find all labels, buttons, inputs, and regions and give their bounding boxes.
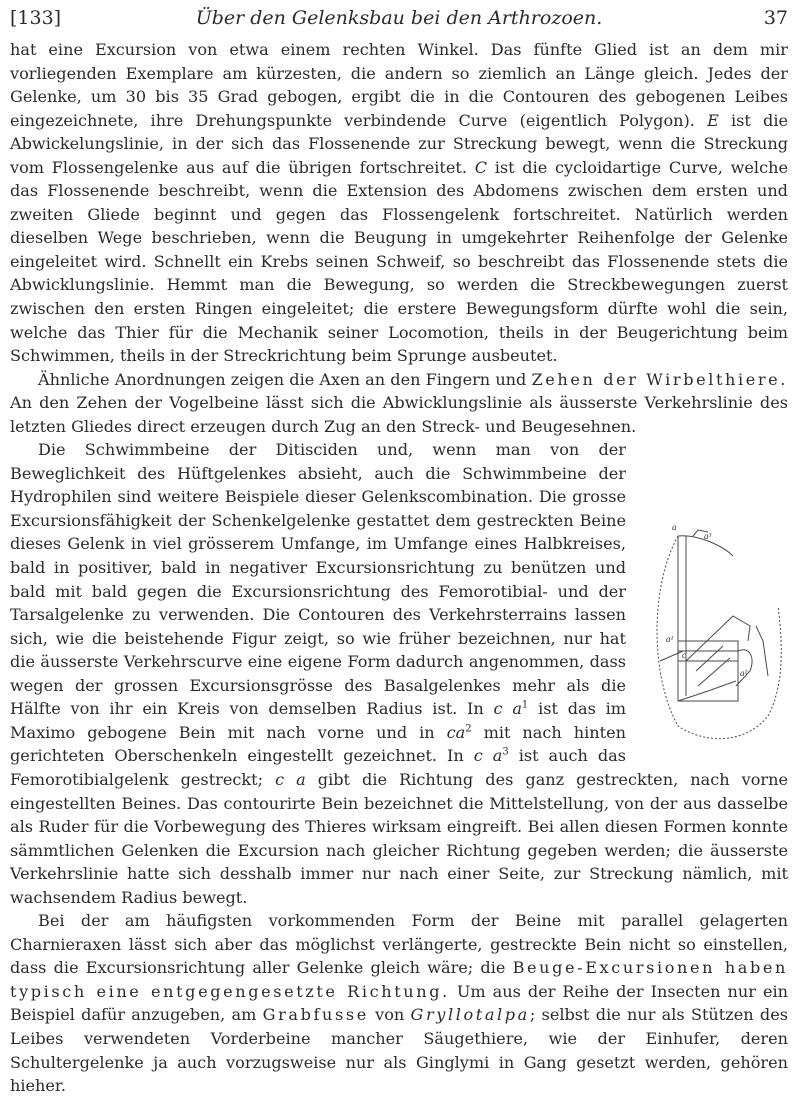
figure-drawing: [638, 446, 788, 756]
superscript: 1: [521, 699, 529, 711]
text-run: gibt die Richtung des ganz gestreckten, nach vorne eingestellten Beines. Das contourirte Bein bezeichnet die Mittelstellung, von der aus dasselbe als Ruder für die Vorbewegung des Thieres wirksam eingreift. Bei allen diesen Formen konnte sämmtlichen Gelenken die Excursion nach gleicher Richtung gegeben werden; die äusserste Verkehrslinie hatte sich desshalb immer nur nach einer Seite, zur Streckung nämlich, mit wachsendem Radius bewegt.: [10, 769, 788, 907]
paragraph-3: [10, 438, 788, 909]
text-run: ist auch das Femorotibialgelenk gestreckt;: [10, 746, 627, 789]
text-run: Bei der am häufigsten vorkommenden Form der Beine mit parallel gelagerten Charnieraxen lässt sich aber das möglichst verlängerte, gestreckte Bein nicht so einstellen, dass die Excursionsrichtung aller Gelenke gleich wäre; die: [10, 911, 788, 978]
running-header: [10, 7, 788, 35]
ca-symbol: c a: [275, 769, 306, 789]
figure-label-c: c: [682, 650, 686, 661]
spaced-emphasis: Grabfusse: [262, 1005, 369, 1025]
body-text: [10, 38, 788, 1098]
running-title: Über den Gelenksbau bei den Arthrozoen.: [195, 7, 603, 29]
figure-label-a3: a³: [704, 531, 712, 542]
figure-label-a1: a¹: [666, 634, 674, 645]
spaced-emphasis: Beuge-Excursionen haben typisch eine entgegengesetzte Richtung.: [10, 958, 788, 1001]
superscript: 2: [465, 723, 472, 735]
ca-symbol: c a: [493, 699, 522, 719]
text-run: Um aus der Reihe der Insecten nur ein Beispiel dafür anzugeben, am: [10, 981, 788, 1025]
figure-label-a2: a²: [740, 668, 748, 679]
page-number-right: 37: [763, 7, 788, 29]
figure-label-a: a: [672, 522, 677, 533]
text-run: ist das im Maximo gebogene Bein mit nach vorne und in: [10, 699, 627, 742]
paragraph-4: [10, 909, 788, 1097]
paragraph-1: hat eine Excursion von etwa einem rechten Winkel. Das fünfte Glied ist an dem mir vorliegenden Exemplare am kürzesten, die andern so ziemlich an Länge gleich. Jedes der Gelenke, um 30 bis 35 Grad gebogen, ergibt die in die Contouren des gebogenen Leibes eingezeichnete, ihre Drehungspunkte verbindende Curve (eigentlich Polygon). E ist die Abwickelungslinie, in der sich das Flossenende zur Streckung bewegt, wenn die Streckung vom Flossengelenke aus auf die übrigen fortschreitet. C ist die cycloidartige Curve, welche das Flossenende beschreibt, wenn die Extension des Abdomens zwischen dem ersten und zweiten Gliede beginnt und gegen das Flossengelenk fortschreitet. Natürlich werden dieselben Wege beschrieben, wenn die Beugung in umgekehrter Reihenfolge der Gelenke eingeleitet wird. Schnellt ein Krebs seinen Schweif, so beschreibt das Flossenende stets die Abwicklungslinie. Hemmt man die Bewegung, so werden die Streckbewegungen zuerst zwischen den ersten Ringen eingeleitet; die erstere Bewegungsform dürfte wohl die sein, welche das Thier für die Mechanik seiner Locomotion, theils in der Beugerichtung beim Schwimmen, theils in der Streckrichtung beim Sprunge ausbeutet.: [10, 40, 789, 366]
genus-name: Gryllotalpa: [410, 1005, 530, 1025]
page-number-left: [133]: [10, 7, 62, 29]
paragraph-2: Ähnliche Anordnungen zeigen die Axen an den Fingern und Zehen der Wirbelthiere. An den Zehen der Vogelbeine lässt sich die Abwicklungslinie als äusserste Verkehrslinie des letzten Gliedes direct erzeugen durch Zug an den Streck- und Beugesehnen.: [10, 369, 789, 436]
text-run: ; selbst die nur als Stützen des Leibes verwendeten Vorderbeine mancher Säugethiere, wie der Einhufer, deren Schultergelenke ja auch vorzugsweise nur als Ginglymi in Gang gesetzt werden, gehören hieher.: [10, 1005, 788, 1096]
text-run: Die Schwimmbeine der Ditisciden und, wenn man von der Beweglichkeit des Hüftgelenkes absieht, auch die Schwimmbeine der Hydrophilen sind weitere Beispiele dieser Gelenkscombination. Die grosse Excursionsfähigkeit der Schenkelgelenke gestattet dem gestreckten Beine dieses Gelenk in viel grösserem Umfange, im Umfange eines Halbkreises, bald in positiver, bald in negativer Excursionsrichtung zu benützen und bald mit bald gegen die Excursionsrichtung des Femorotibial- und der Tarsalgelenke zu verwenden. Die Contouren des Verkehrsterrains lassen sich, wie die beistehende Figur zeigt, so wie früher bezeichnen, nur hat die äusserste Verkehrscurve eine eigene Form dadurch angenommen, dass wegen der grossen Excursionsgrösse des Basalgelenkes mehr als die Hälfte von ihr ein Kreis von demselben Radius ist. In: [10, 440, 626, 719]
text-run: mit nach hinten gerichteten Oberschenkeln eingestellt gezeichnet. In: [10, 722, 626, 766]
text-run: von: [375, 1005, 405, 1025]
ca-symbol: c a: [473, 746, 503, 766]
superscript: 3: [502, 747, 509, 759]
ca-symbol: ca: [446, 722, 466, 742]
leg-excursion-figure: [638, 446, 788, 756]
